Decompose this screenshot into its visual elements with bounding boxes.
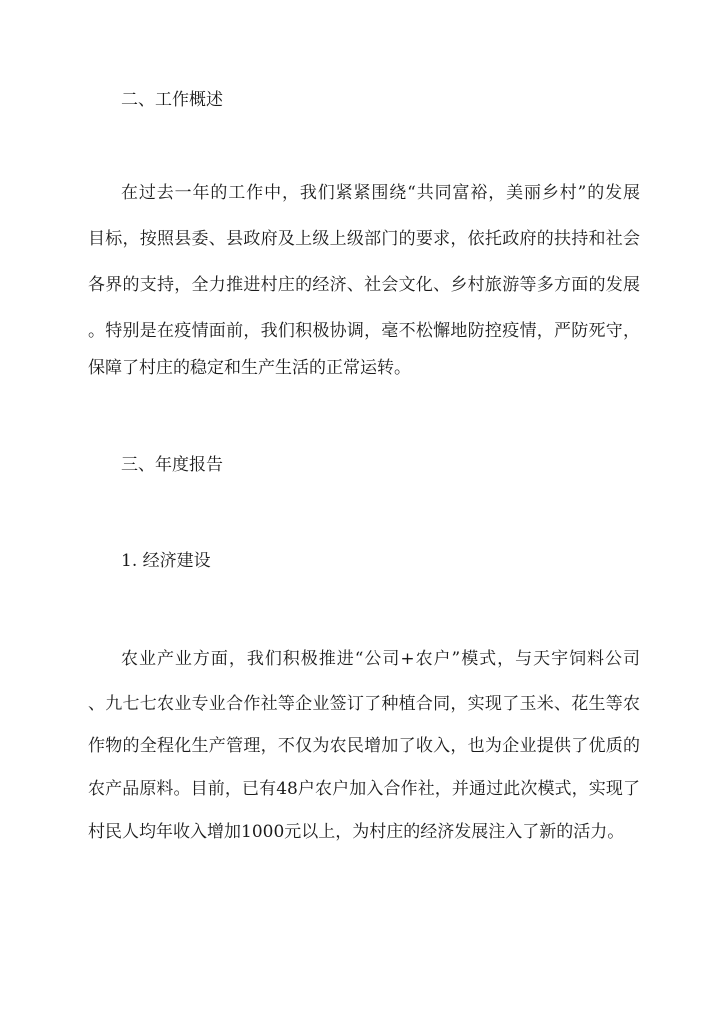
section-heading-overview: 二、工作概述: [121, 90, 223, 110]
paragraph-line: 在过去一年的工作中，我们紧紧围绕“共同富裕，美丽乡村”的发展: [121, 183, 640, 203]
paragraph-line: 农产品原料。目前，已有48户农户加入合作社，并通过此次模式，实现了: [88, 779, 640, 799]
section-heading-report: 三、年度报告: [121, 455, 223, 475]
paragraph-line: 作物的全程化生产管理，不仅为农民增加了收入，也为企业提供了优质的: [88, 736, 640, 756]
paragraph-line: 各界的支持，全力推进村庄的经济、社会文化、乡村旅游等多方面的发展: [88, 275, 640, 295]
paragraph-line: 保障了村庄的稳定和生产生活的正常运转。: [88, 358, 411, 378]
paragraph-line: 目标，按照县委、县政府及上级上级部门的要求，依托政府的扶持和社会: [88, 229, 640, 249]
paragraph-line: 村民人均年收入增加1000元以上，为村庄的经济发展注入了新的活力。: [88, 822, 625, 842]
subsection-heading-economy: 1. 经济建设: [121, 551, 211, 571]
paragraph-line: 。特别是在疫情面前，我们积极协调，毫不松懈地防控疫情，严防死守，: [88, 321, 640, 341]
paragraph-line: 农业产业方面，我们积极推进“公司+农户”模式，与天宇饲料公司: [121, 649, 640, 669]
paragraph-line: 、九七七农业专业合作社等企业签订了种植合同，实现了玉米、花生等农: [88, 694, 640, 714]
